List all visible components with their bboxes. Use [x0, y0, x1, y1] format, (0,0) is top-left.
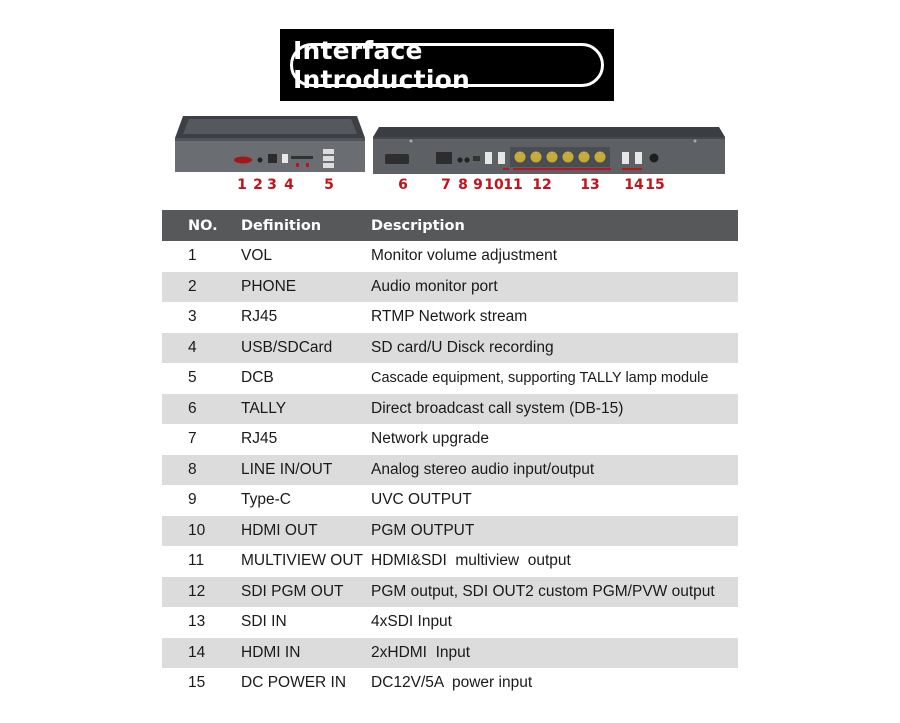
table-row: [162, 333, 738, 364]
header-definition: Definition: [241, 217, 322, 234]
table-row: [162, 638, 738, 669]
callout-4: 4: [284, 177, 294, 193]
cell-description: PGM OUTPUT: [371, 521, 475, 539]
table-row: [162, 424, 738, 455]
cell-no: 12: [188, 582, 206, 600]
table-row: [162, 577, 738, 608]
port-callouts: [0, 177, 900, 197]
cell-definition: LINE IN/OUT: [241, 460, 333, 478]
cell-no: 14: [188, 643, 206, 661]
front-panel-image: [175, 116, 365, 172]
cell-description: Audio monitor port: [371, 277, 498, 295]
cell-description: RTMP Network stream: [371, 308, 528, 326]
cell-definition: DC POWER IN: [241, 674, 347, 692]
cell-definition: HDMI IN: [241, 643, 301, 661]
table-header: [162, 210, 738, 241]
cell-definition: SDI IN: [241, 613, 287, 631]
cell-no: 11: [188, 552, 205, 570]
title-banner: [280, 29, 614, 101]
cell-description: Cascade equipment, supporting TALLY lamp module: [371, 370, 709, 387]
cell-no: 3: [188, 308, 197, 326]
cell-description: 4xSDI Input: [371, 613, 452, 631]
cell-definition: MULTIVIEW OUT: [241, 552, 363, 570]
cell-description: UVC OUTPUT: [371, 491, 472, 509]
callout-13: 13: [580, 177, 600, 193]
cell-description: Analog stereo audio input/output: [371, 460, 595, 478]
callout-7: 7: [441, 177, 451, 193]
cell-description: Monitor volume adjustment: [371, 247, 558, 265]
cell-description: DC12V/5A power input: [371, 674, 533, 692]
header-no: NO.: [188, 217, 218, 234]
cell-definition: DCB: [241, 369, 274, 387]
callout-6: 6: [398, 177, 408, 193]
table-row: [162, 516, 738, 547]
cell-no: 1: [188, 247, 197, 265]
table-row: [162, 455, 738, 486]
callout-1: 1: [237, 177, 247, 193]
interface-table: [162, 210, 738, 699]
header-description: Description: [371, 217, 465, 234]
cell-definition: HDMI OUT: [241, 521, 318, 539]
table-row: [162, 272, 738, 303]
callout-8: 8: [458, 177, 468, 193]
table-row: [162, 546, 738, 577]
cell-definition: PHONE: [241, 277, 297, 295]
cell-no: 5: [188, 369, 197, 387]
cell-definition: VOL: [241, 247, 273, 265]
cell-description: PGM output, SDI OUT2 custom PGM/PVW output: [371, 582, 715, 600]
cell-description: Network upgrade: [371, 430, 490, 448]
table-row: [162, 485, 738, 516]
table-row: [162, 302, 738, 333]
callout-3: 3: [267, 177, 277, 193]
cell-no: 6: [188, 399, 197, 417]
cell-no: 9: [188, 491, 197, 509]
table-row: [162, 394, 738, 425]
cell-no: 4: [188, 338, 197, 356]
cell-definition: Type-C: [241, 491, 291, 509]
cell-no: 15: [188, 674, 206, 692]
cell-no: 8: [188, 460, 197, 478]
table-row: [162, 241, 738, 272]
cell-description: Direct broadcast call system (DB-15): [371, 399, 624, 417]
callout-5: 5: [324, 177, 334, 193]
cell-no: 7: [188, 430, 197, 448]
cell-definition: RJ45: [241, 308, 278, 326]
cell-definition: RJ45: [241, 430, 278, 448]
cell-description: 2xHDMI Input: [371, 643, 471, 661]
page-title: Interface Introduction: [290, 43, 604, 87]
table-row: [162, 607, 738, 638]
cell-definition: SDI PGM OUT: [241, 582, 344, 600]
cell-description: HDMI&SDI multiview output: [371, 552, 571, 570]
callout-12: 12: [532, 177, 552, 193]
cell-definition: TALLY: [241, 399, 287, 417]
table-row: [162, 363, 738, 394]
callout-15: 15: [645, 177, 665, 193]
rear-panel-image: [373, 127, 725, 174]
cell-description: SD card/U Disck recording: [371, 338, 554, 356]
callout-9: 9: [473, 177, 483, 193]
cell-definition: USB/SDCard: [241, 338, 333, 356]
cell-no: 13: [188, 613, 206, 631]
cell-no: 10: [188, 521, 206, 539]
table-row: [162, 668, 738, 699]
callout-2: 2: [253, 177, 263, 193]
callout-11: 11: [503, 177, 523, 193]
cell-no: 2: [188, 277, 197, 295]
callout-10: 10: [484, 177, 504, 193]
callout-14: 14: [624, 177, 644, 193]
